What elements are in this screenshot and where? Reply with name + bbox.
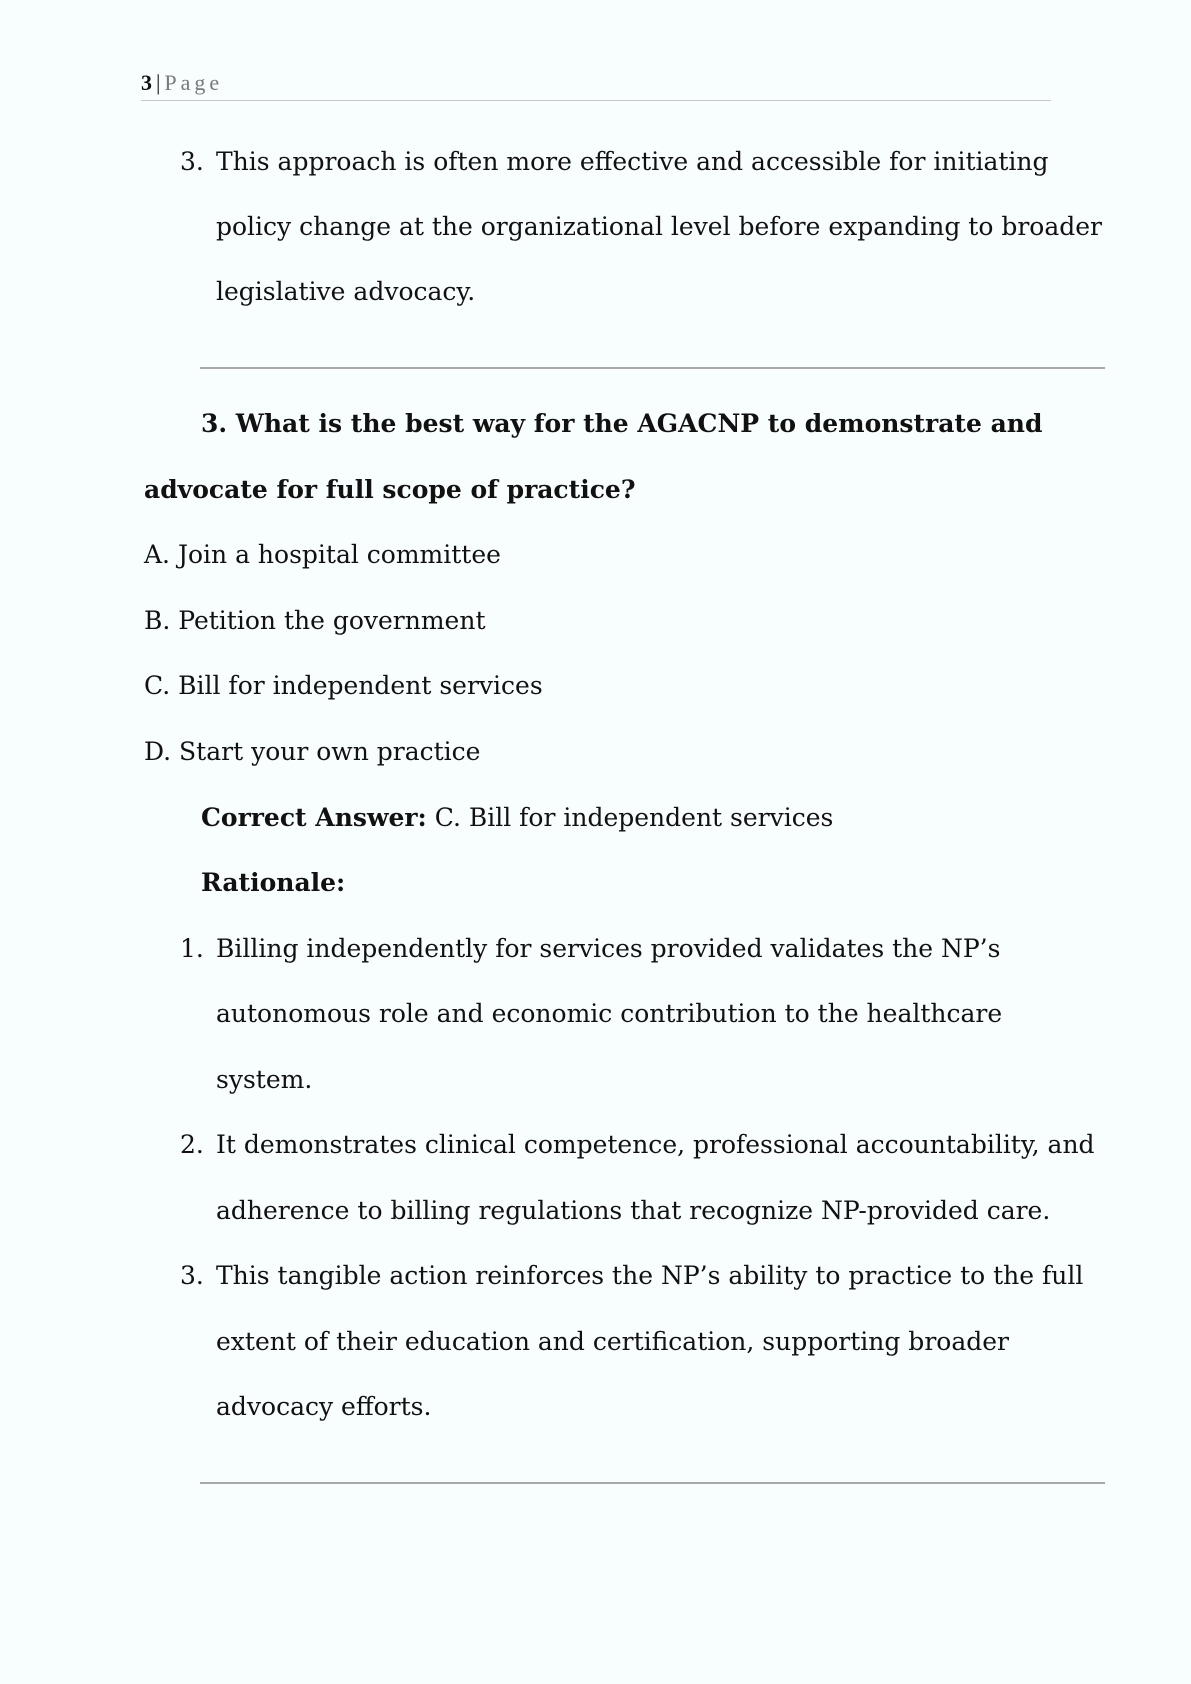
rationale-number: 1. bbox=[180, 934, 204, 963]
page-label: Page bbox=[164, 70, 224, 95]
correct-answer bbox=[201, 803, 833, 833]
rationale-number: 3. bbox=[180, 1261, 204, 1290]
page-separator: | bbox=[156, 70, 161, 95]
option-d: D. Start your own practice bbox=[144, 737, 481, 766]
rationale-line: Billing independently for services provided validates the NP’s bbox=[216, 934, 1001, 963]
divider bbox=[200, 367, 1105, 369]
prev-rationale-number: 3. bbox=[180, 147, 204, 176]
page-number: 3 bbox=[141, 70, 152, 95]
correct-answer-value: C. Bill for independent services bbox=[426, 803, 834, 832]
prev-rationale-line: This approach is often more effective and accessible for initiating bbox=[216, 147, 1049, 176]
rationale-line: autonomous role and economic contribution to the healthcare bbox=[216, 999, 1003, 1028]
rationale-line: advocacy efforts. bbox=[216, 1392, 432, 1421]
rationale-line: system. bbox=[216, 1065, 313, 1094]
rationale-heading: Rationale: bbox=[201, 868, 346, 897]
rationale-line: adherence to billing regulations that recognize NP-provided care. bbox=[216, 1196, 1051, 1225]
rationale-line: This tangible action reinforces the NP’s ability to practice to the full bbox=[216, 1261, 1084, 1290]
divider bbox=[200, 1482, 1105, 1484]
question-title: 3. What is the best way for the AGACNP to demonstrate and bbox=[201, 409, 1043, 438]
rationale-line: It demonstrates clinical competence, professional accountability, and bbox=[216, 1130, 1095, 1159]
page-header bbox=[141, 70, 1051, 101]
option-c: C. Bill for independent services bbox=[144, 671, 543, 700]
prev-rationale-line: policy change at the organizational level before expanding to broader bbox=[216, 212, 1102, 241]
correct-answer-label: Correct Answer: bbox=[201, 803, 427, 832]
question-title-cont: advocate for full scope of practice? bbox=[144, 475, 636, 504]
prev-rationale-line: legislative advocacy. bbox=[216, 277, 476, 306]
option-b: B. Petition the government bbox=[144, 606, 486, 635]
option-a: A. Join a hospital committee bbox=[144, 540, 501, 569]
rationale-number: 2. bbox=[180, 1130, 204, 1159]
rationale-line: extent of their education and certification, supporting broader bbox=[216, 1327, 1009, 1356]
